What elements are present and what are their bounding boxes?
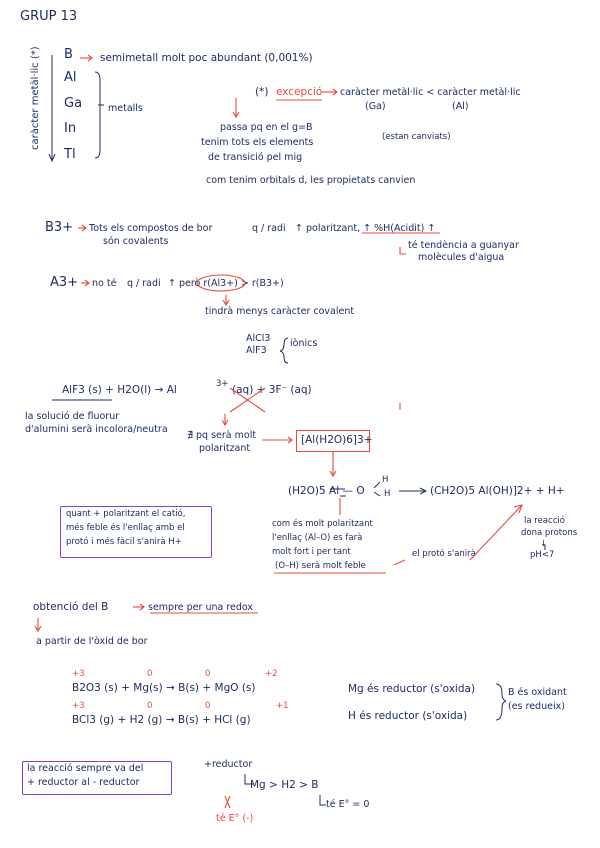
r1-ox-b: +3 (72, 669, 85, 679)
reductor1: Mg és reductor (s'oxida) (348, 683, 476, 695)
reductor2: H és reductor (s'oxida) (348, 710, 468, 722)
element-al: Al (64, 70, 77, 85)
exception-word: excepció (276, 86, 323, 98)
r1-ox-mg: 0 (147, 669, 153, 679)
acid-ph: pH<7 (530, 550, 555, 560)
exception-line1: passa pq en el g=B (220, 122, 313, 133)
page-title: GRUP 13 (20, 9, 78, 24)
a3-text: no té (92, 278, 117, 289)
r2-ox-b2: 0 (205, 701, 211, 711)
box-line3: protó i més fàcil s'anirà H+ (66, 537, 182, 547)
box-line1: quant + polaritzant el catió, (66, 509, 186, 519)
exception-line3: de transició pel mig (208, 152, 303, 163)
alf3: AlF3 (246, 345, 267, 356)
b-redueix: (es redueix) (508, 701, 565, 712)
r2-ox-hcl: +1 (276, 701, 289, 711)
reaction-note2: d'alumini serà incolora/neutra (25, 424, 168, 435)
a3-ratio: q / radi (127, 278, 161, 289)
not-polar1: ∄ pq serà molt (187, 430, 257, 441)
r1-ox-b2: 0 (205, 669, 211, 679)
hydrolysis-product: (CH2O)5 Al(OH)]2+ + H+ (430, 485, 565, 497)
b3-tendency2: molècules d'aigua (418, 252, 505, 263)
b3-text2: són covalents (103, 236, 169, 247)
r2-ox-h: 0 (147, 701, 153, 711)
expl-red: (O–H) serà molt feble (275, 561, 366, 571)
reaction2: BCl3 (g) + H2 (g) → B(s) + HCl (g) (72, 714, 251, 726)
not-polar2: polaritzant (199, 443, 251, 454)
obtencio-redox: sempre per una redox (148, 602, 254, 613)
reaction-al-charge: 3+ (216, 379, 229, 389)
b3-tendency1: té tendència a guanyar (408, 240, 519, 251)
plus-reductor: +reductor (204, 759, 253, 770)
element-tl: Tl (64, 147, 76, 162)
exception-comparison: caràcter metàl·lic < caràcter metàl·lic (340, 87, 521, 98)
hydrated-structure: (H2O)5 Al — O (288, 485, 365, 497)
element-in: In (64, 121, 77, 136)
acid-line2: dona protons (521, 528, 578, 538)
exception-ga: (Ga) (365, 101, 386, 112)
r2-ox-b: +3 (72, 701, 85, 711)
exception-al: (Al) (452, 101, 469, 112)
reductor-series: Mg > H2 > B (250, 779, 319, 791)
bottom-box-line1: la reacció sempre va del (27, 763, 144, 774)
b-oxidant: B és oxidant (508, 687, 567, 698)
e0-zero: té E° = 0 (326, 799, 370, 810)
b3-polar: ↑ polaritzant, ↑ %H(Acidit) ↑ (295, 223, 436, 234)
element-b: B (64, 47, 73, 62)
acid-line1: la reacció (524, 516, 565, 526)
proton-leaves: el protó s'anirà (412, 549, 476, 559)
b3-ratio: q / radi (252, 223, 286, 234)
vertical-label: caràcter metàl·lic (*) (30, 46, 41, 150)
obtencio-from: a partir de l'òxid de bor (36, 636, 148, 647)
obtencio-head: obtenció del B (33, 601, 109, 613)
exception-line2: tenim tots els elements (201, 137, 314, 148)
reaction-left: AlF3 (s) + H2O(l) → Al (62, 384, 177, 396)
bottom-box-line2: + reductor al - reductor (27, 777, 140, 788)
acid-arrow: ↓ (540, 539, 548, 549)
ionics-label: iònics (290, 338, 318, 349)
b3-text: Tots els compostos de bor (89, 223, 213, 234)
h-atom-bottom: H (384, 489, 391, 499)
a3-result: tindrà menys caràcter covalent (205, 306, 355, 317)
a3-ion: A3+ (50, 275, 79, 290)
alcl3: AlCl3 (246, 333, 271, 344)
a3-comparison: ↑ però r(Al3+) > r(B3+) (168, 278, 284, 289)
reaction-right: (aq) + 3F⁻ (aq) (232, 384, 312, 396)
exception-note: (estan canviats) (382, 132, 451, 142)
box-line2: més feble és l'enllaç amb el (66, 523, 185, 533)
expl-line1: com és molt polaritzant (272, 519, 373, 529)
metalls-label: metalls (108, 103, 143, 114)
h-atom-top: H (382, 475, 389, 485)
exception-line4: com tenim orbitals d, les propietats canvien (206, 175, 416, 186)
reaction-note1: la solució de fluorur (25, 411, 120, 422)
r1-ox-mgo: +2 (265, 669, 278, 679)
b-description: semimetall molt poc abundant (0,001%) (100, 52, 313, 64)
element-ga: Ga (64, 96, 83, 111)
expl-line3: molt fort i per tant (272, 547, 351, 557)
reaction1: B2O3 (s) + Mg(s) → B(s) + MgO (s) (72, 682, 256, 694)
exception-mark: (*) (255, 86, 269, 98)
expl-line2: l'enllaç (Al–O) es farà (272, 533, 363, 543)
b3-ion: B3+ (45, 220, 74, 235)
complex-ion: [Al(H2O)6]3+ (301, 434, 373, 446)
e0-negative: té E° (-) (216, 813, 254, 824)
